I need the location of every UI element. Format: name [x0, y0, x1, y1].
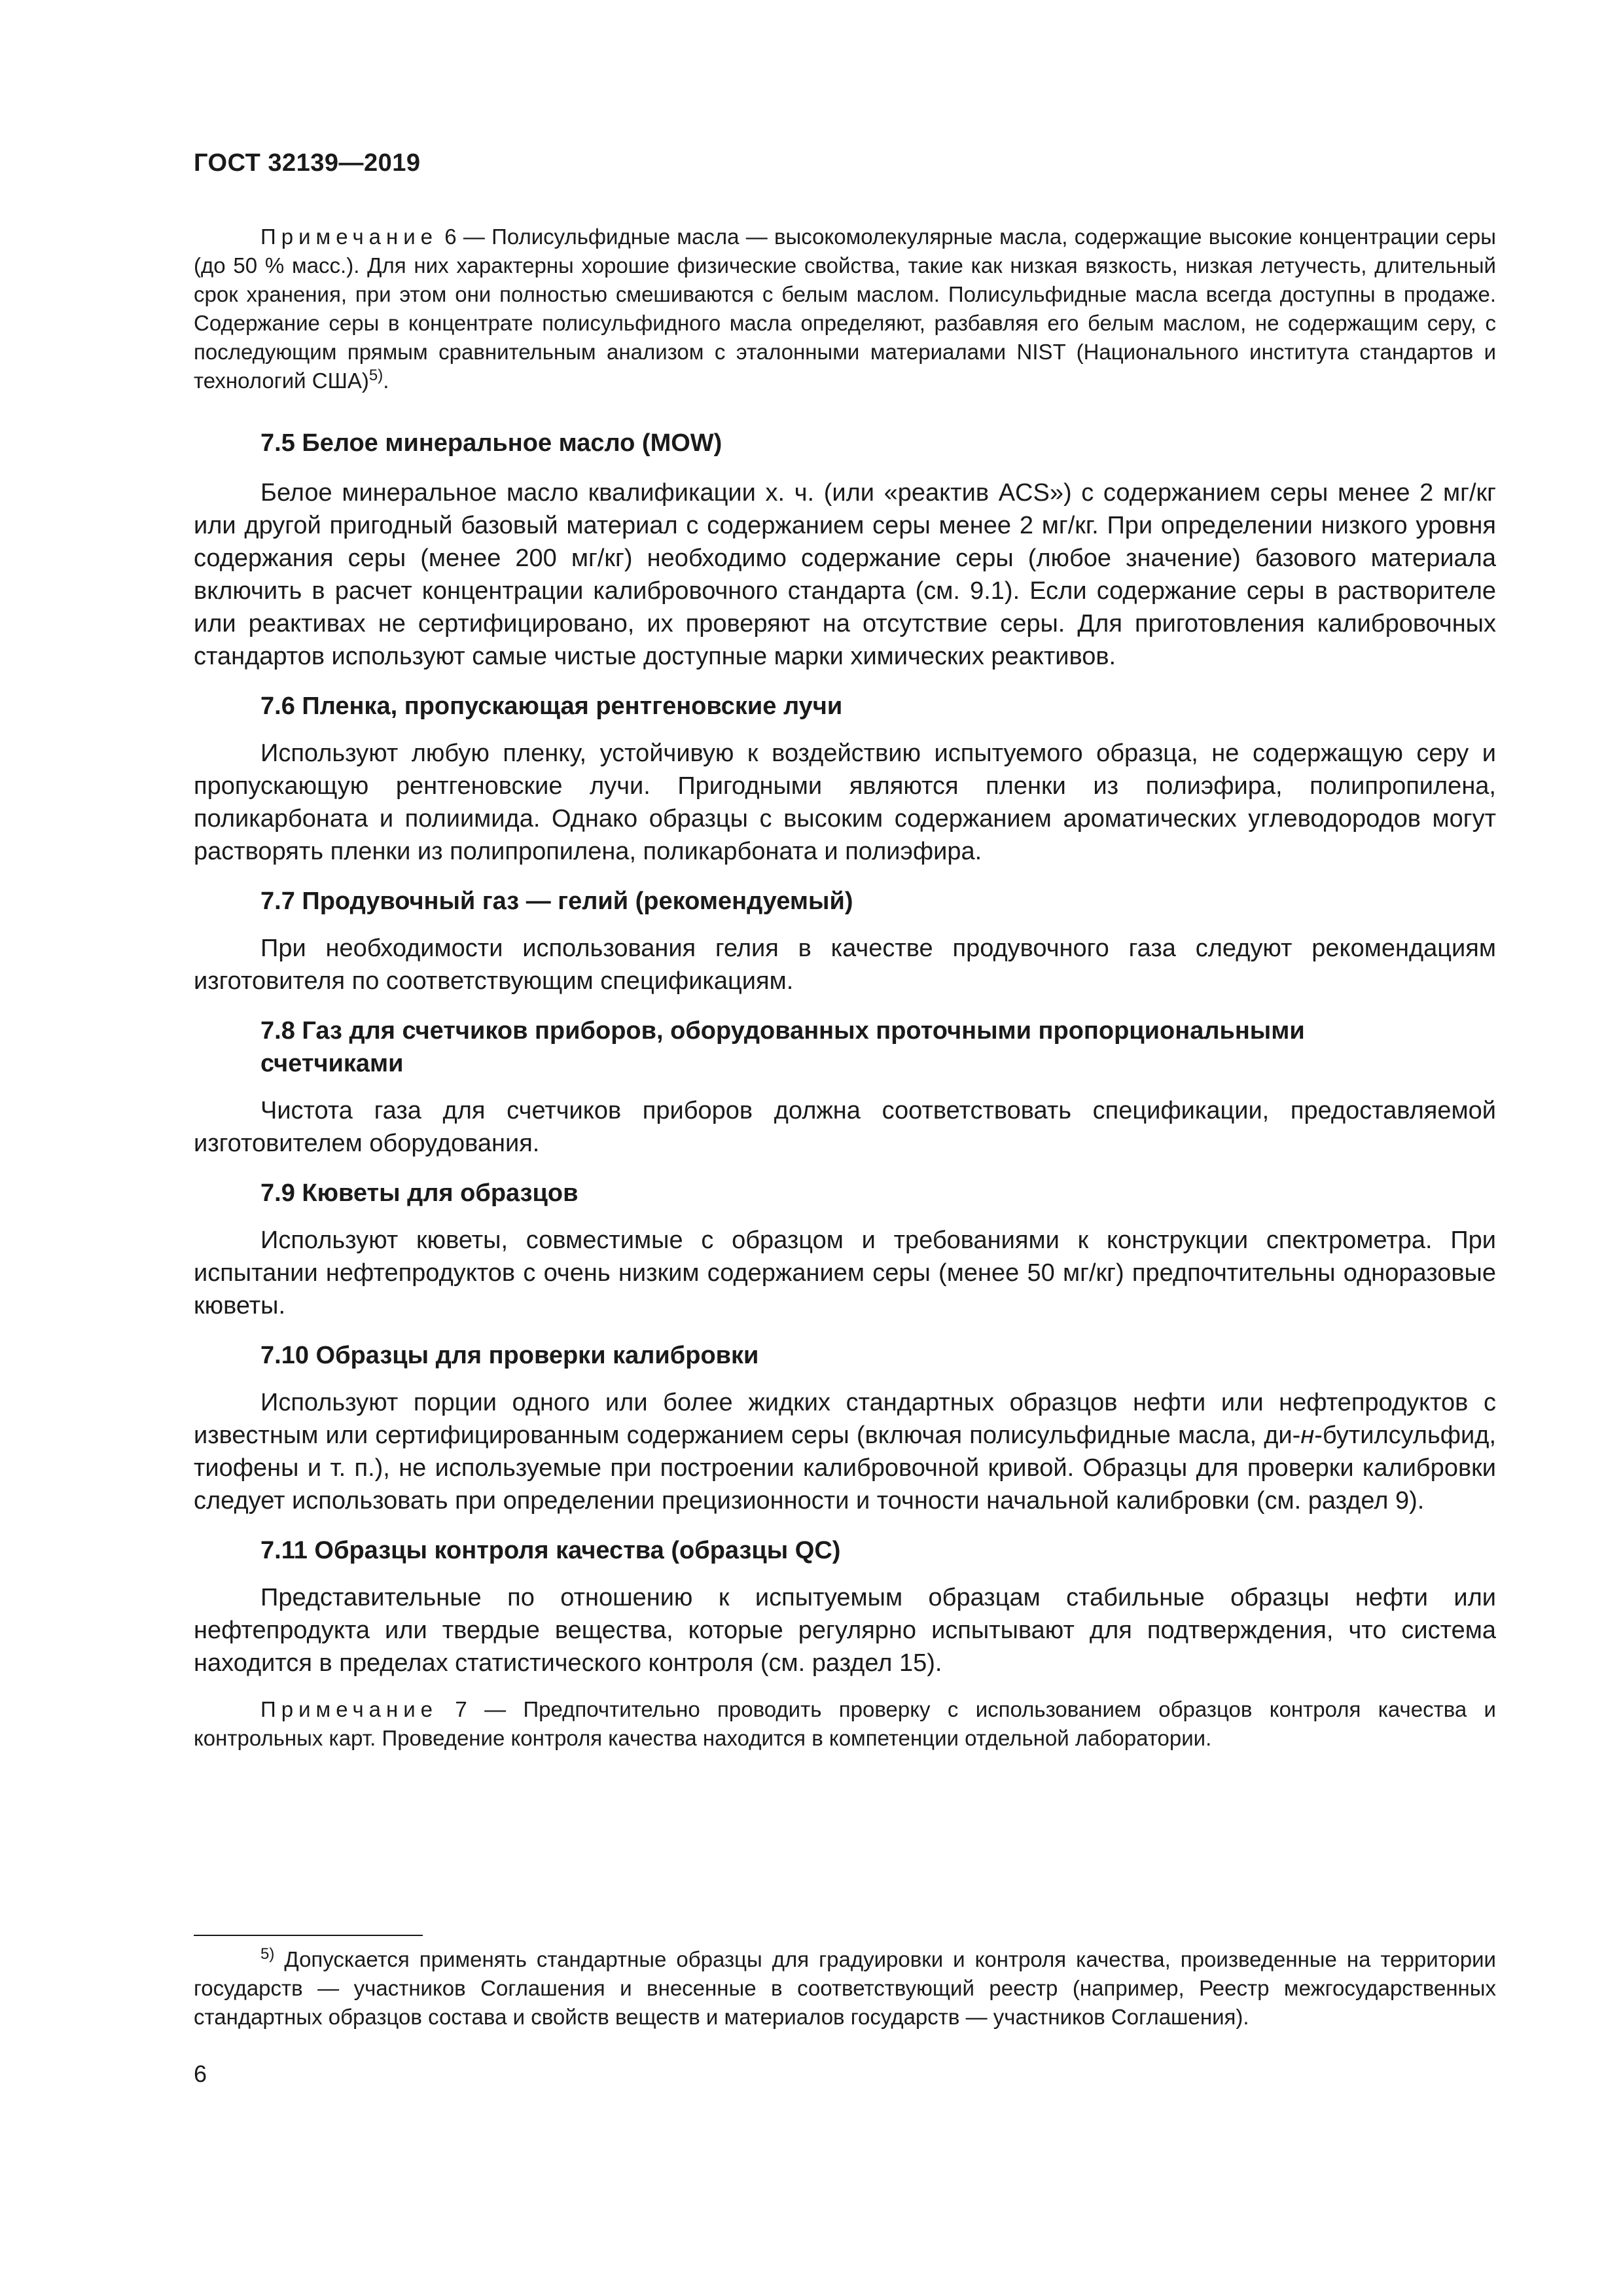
note-label: Примечание: [260, 224, 438, 249]
footnote-reference: 5): [368, 367, 383, 384]
note-number: 7: [455, 1697, 467, 1721]
note-text: — Предпочтительно проводить проверку с использованием образцов контроля качества и контрольных карт. Проведение контроля качества находится в компетенции отдельной лаборатории.: [194, 1697, 1496, 1750]
section-7-10-text-part1: Используют порции одного или более жидких стандартных образцов нефти или нефтепродуктов с известным или сертифицированным содержанием серы (включая полисульфидные масла, ди-: [194, 1389, 1496, 1449]
section-7-9-title: 7.9 Кюветы для образцов: [260, 1179, 579, 1207]
section-7-8-text: Чистота газа для счетчиков приборов должна соответствовать спецификации, предоставляемой изготовителем оборудования.: [194, 1097, 1496, 1157]
section-7-6-text: Используют любую пленку, устойчивую к воздействию испытуемого образца, не содержащую серу и пропускающую рентгеновские лучи. Пригодными являются пленки из полиэфира, полипропилена, поликарбоната и полиимида. Однако образцы с высоким содержанием ароматических углеводородов могут растворять пленки из полипропилена, поликарбоната и полиэфира.: [194, 740, 1496, 865]
section-7-10-title: 7.10 Образцы для проверки калибровки: [260, 1342, 759, 1369]
section-7-8-title-line2: счетчиками: [260, 1050, 404, 1077]
footnote-text: Допускается применять стандартные образцы для градуировки и контроля качества, произведенные на территории государств — участников Соглашения и внесенные в соответствующий реестр (например, Реестр межгосударственных стандартных образцов состава и свойств веществ и материалов государств — участников Соглашения).: [194, 1947, 1496, 2029]
section-7-8-title: [194, 1014, 1496, 1080]
section-7-9-text: Используют кюветы, совместимые с образцом и требованиями к конструкции спектрометра. При испытании нефтепродуктов с очень низким содержанием серы (менее 50 мг/кг) предпочтительны одноразовые кюветы.: [194, 1227, 1496, 1319]
note-7: [194, 1695, 1496, 1753]
note-label: Примечание: [260, 1697, 438, 1721]
section-7-5-title: 7.5 Белое минеральное масло (MOW): [260, 429, 722, 457]
section-7-10-text-part2: -бутилсульфид, тиофены и т. п.), не используемые при построении калибровочной кривой. Образцы для проверки калибровки следует использовать при определении прецизионности и точности начальной калибровки (см. раздел 9).: [194, 1422, 1496, 1515]
section-7-6-title: 7.6 Пленка, пропускающая рентгеновские лучи: [260, 692, 843, 720]
section-7-10-italic: н: [1300, 1422, 1315, 1449]
section-7-11-text: Представительные по отношению к испытуемым образцам стабильные образцы нефти или нефтепродукта или твердые вещества, которые регулярно испытывают для подтверждения, что система находится в пределах статистического контроля (см. раздел 15).: [194, 1584, 1496, 1677]
section-7-10-text: [194, 1386, 1496, 1517]
section-7-7-text: При необходимости использования гелия в качестве продувочного газа следуют рекомендациям изготовителя по соответствующим спецификациям.: [194, 935, 1496, 995]
note-end: .: [383, 368, 389, 393]
section-7-8-title-line1: 7.8 Газ для счетчиков приборов, оборудованных проточными пропорциональными: [260, 1017, 1305, 1045]
section-7-7-title: 7.7 Продувочный газ — гелий (рекомендуемый): [260, 888, 853, 915]
footnote: [194, 1945, 1496, 2032]
standard-header: ГОСТ 32139—2019: [194, 149, 421, 177]
note-number: 6: [444, 224, 457, 249]
note-text: — Полисульфидные масла — высокомолекулярные масла, содержащие высокие концентрации серы (до 50 % масс.). Для них характерны хорошие физические свойства, такие как низкая вязкость, низкая летучесть, длительный срок хранения, при этом они полностью смешиваются с белым маслом. Полисульфидные масла всегда доступны в продаже. Содержание серы в концентрате полисульфидного масла определяют, разбавляя его белым маслом, не содержащим серу, с последующим прямым сравнительным анализом с эталонными материалами NIST (Национального института стандартов и технологий США): [194, 224, 1496, 393]
page-content: [194, 223, 1496, 1753]
page-number: 6: [194, 2060, 207, 2087]
footnote-marker: 5): [260, 1945, 275, 1963]
note-6: [194, 223, 1496, 395]
section-7-5-text: Белое минеральное масло квалификации х. ч. (или «реактив ACS») с содержанием серы менее 2 мг/кг или другой пригодный базовый материал с содержанием серы менее 2 мг/кг. При определении низкого уровня содержания серы (менее 200 мг/кг) необходимо содержание серы (любое значение) базового материала включить в расчет концентрации калибровочного стандарта (см. 9.1). Если содержание серы в растворителе или реактивах не сертифицировано, их проверяют на отсутствие серы. Для приготовления калибровочных стандартов используют самые чистые доступные марки химических реактивов.: [194, 479, 1496, 670]
footnote-separator: [194, 1935, 423, 1936]
section-7-11-title: 7.11 Образцы контроля качества (образцы QC): [260, 1537, 841, 1564]
